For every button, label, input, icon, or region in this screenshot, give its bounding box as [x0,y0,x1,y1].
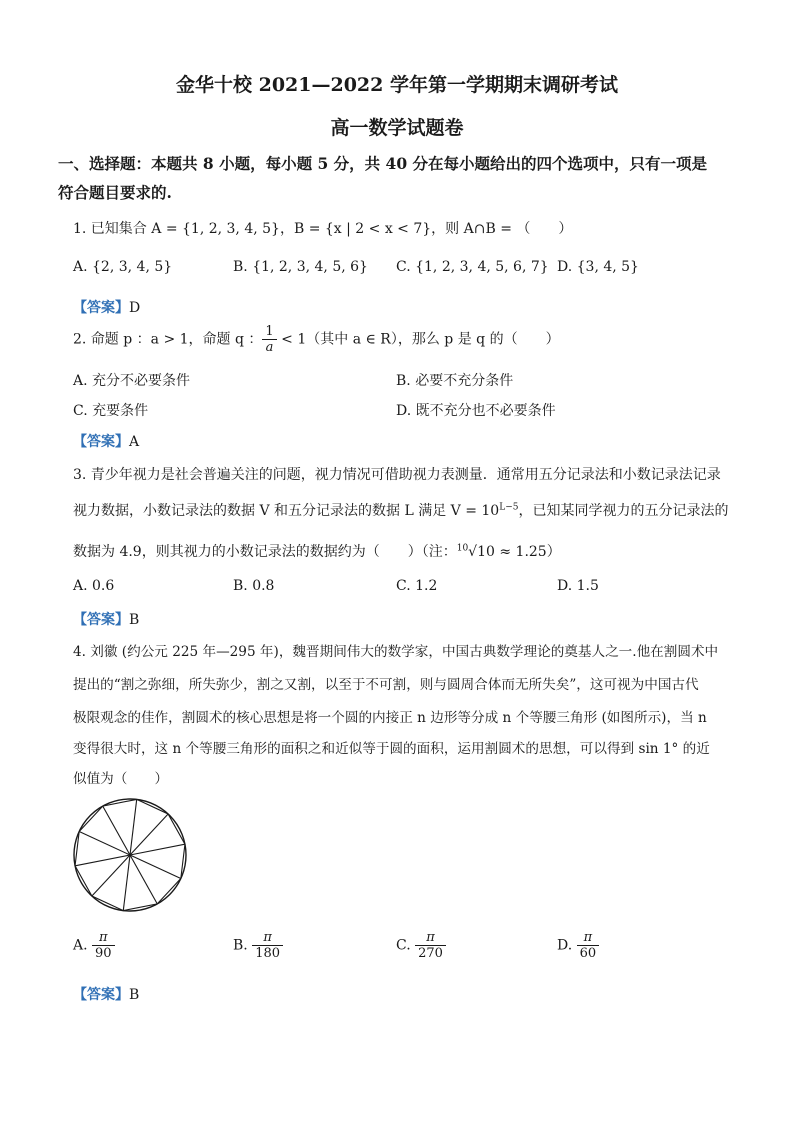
fraction-denominator: a [265,340,274,355]
question-2-answer [73,431,139,451]
exam-title: 金华十校 2021—2022 学年第一学期期末调研考试 [176,74,618,96]
question-3-line3-b: √10 ≈ 1.25） [468,544,561,560]
question-3-line2-b: ，已知某同学视力的五分记录法的 [518,503,729,519]
question-1-answer [73,297,140,317]
answer-value: A [129,434,140,450]
fraction-denominator: 90 [95,946,112,961]
question-3-option-b: B. 0.8 [233,578,275,594]
section-heading-line1: 一、选择题：本题共 8 小题，每小题 5 分，共 40 分在每小题给出的四个选项中，只有一项是 [58,154,708,173]
fraction-denominator: 180 [255,946,281,961]
question-1-stem: 1. 已知集合 A = {1, 2, 3, 4, 5}，B = {x | 2 < x < 7}，则 A∩B = （ ） [73,221,573,237]
question-4-line3: 极限观念的佳作，割圆术的核心思想是将一个圆的内接正 n 边形等分成 n 个等腰三角形 (如图所示)，当 n [73,710,707,726]
question-2-fraction [262,324,276,355]
answer-tag: 【答案】 [73,300,129,316]
radius-line [130,855,157,904]
question-4-answer [73,984,139,1004]
question-3-line3-a: 数据为 4.9，则其视力的小数记录法的数据约为（ ）（注： [73,544,457,560]
question-2-option-a: A. 充分不必要条件 [73,373,191,389]
exam-subtitle: 高一数学试题卷 [330,117,464,139]
fraction-numerator: π [252,930,283,946]
question-1-option-a: A. {2, 3, 4, 5} [73,259,173,275]
answer-tag: 【答案】 [73,612,129,628]
question-1-option-b: B. {1, 2, 3, 4, 5, 6} [233,259,368,275]
fraction-numerator: π [577,930,600,946]
radius-line [130,855,181,879]
question-4-line2: 提出的“割之弥细，所失弥少，割之又割，以至于不可割，则与圆周合体而无所失矣”，这可视为中国古代 [73,677,699,693]
question-4-option-d [557,930,599,961]
question-3-answer [73,609,139,629]
inscribed-polygon-figure [68,793,192,917]
radius-line [123,855,130,911]
question-4-option-a [73,930,115,961]
question-3-line2 [73,500,728,520]
fraction-denominator: 60 [579,946,597,961]
radius-line [79,831,130,855]
answer-tag: 【答案】 [73,987,129,1003]
question-3-line1: 3. 青少年视力是社会普遍关注的问题，视力情况可借助视力表测量．通常用五分记录法和小数记录法记录 [73,467,721,483]
root-index: 10 [456,543,469,554]
question-4-option-b [233,930,283,961]
radius-line [130,799,137,855]
fraction-numerator: 1 [262,324,276,340]
question-4-line1: 4. 刘徽 (约公元 225 年—295 年)，魏晋期间伟大的数学家，中国古典数学理论的奠基人之一.他在割圆术中 [73,644,719,660]
fraction-numerator: π [415,930,446,946]
radius-line [103,806,130,855]
question-4-line5: 似值为（ ） [73,771,169,787]
question-1-option-d: D. {3, 4, 5} [557,259,639,275]
exponent: L−5 [499,502,519,513]
question-3-option-d: D. 1.5 [557,578,599,594]
question-1-option-c: C. {1, 2, 3, 4, 5, 6, 7} [396,259,549,275]
option-fraction [252,930,283,961]
answer-tag: 【答案】 [73,434,129,450]
question-4-line4: 变得很大时，这 n 个等腰三角形的面积之和近似等于圆的面积，运用割圆术的思想，可以得到 sin 1° 的近 [73,741,710,757]
answer-value: B [129,987,140,1003]
option-label: A. [73,937,88,954]
question-2-option-d: D. 既不充分也不必要条件 [396,403,556,419]
question-2-option-c: C. 充要条件 [73,403,149,419]
fraction-denominator: 270 [418,946,443,961]
question-3-line2-a: 视力数据，小数记录法的数据 V 和五分记录法的数据 L 满足 V = 10 [73,503,500,519]
question-4-option-c [396,930,446,961]
fraction-numerator: π [92,930,115,946]
question-2-option-b: B. 必要不充分条件 [396,373,514,389]
question-2-stem [73,324,560,355]
question-2-stem-b: < 1（其中 a ∈ R），那么 p 是 q 的（ ） [276,331,560,348]
option-fraction [415,930,446,961]
question-2-stem-a: 2. 命题 p ：a > 1，命题 q ： [73,331,263,348]
question-3-line3 [73,541,561,561]
option-label: C. [396,937,411,954]
question-3-option-c: C. 1.2 [396,578,438,594]
question-3-option-a: A. 0.6 [73,578,115,594]
answer-value: D [129,300,141,316]
option-fraction [92,930,115,961]
option-fraction [577,930,600,961]
answer-value: B [129,612,140,628]
option-label: B. [233,937,248,954]
option-label: D. [557,937,573,954]
section-heading-line2: 符合题目要求的. [58,183,172,202]
